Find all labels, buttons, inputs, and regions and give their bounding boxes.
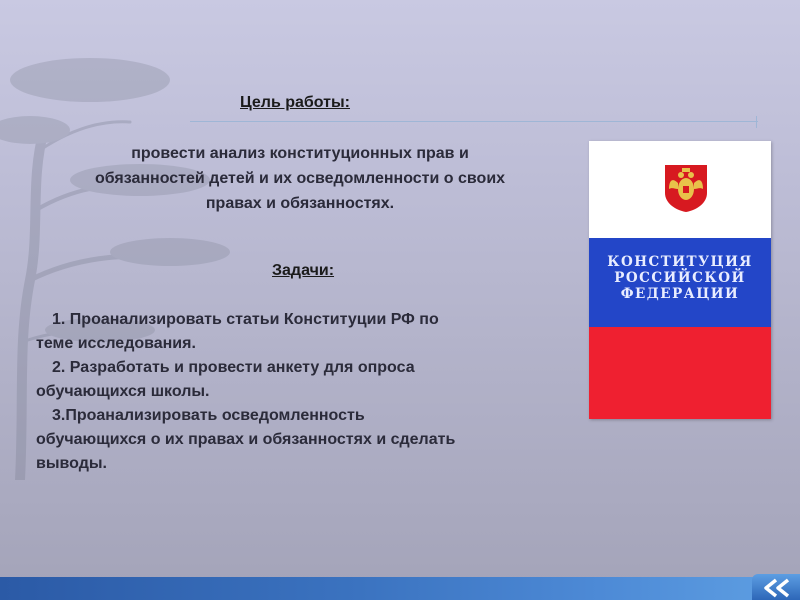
task-item <box>36 404 566 476</box>
task-line: 3.Проанализировать осведомленность <box>52 407 365 424</box>
book-title-line: КОНСТИТУЦИЯ <box>607 254 753 270</box>
task-line: обучающихся школы. <box>36 383 210 400</box>
russian-coat-of-arms-icon <box>663 163 709 213</box>
divider-end-mark <box>756 116 761 128</box>
task-line: теме исследования. <box>36 335 196 352</box>
book-title-line: РОССИЙСКОЙ <box>614 270 746 286</box>
task-line: 2. Разработать и провести анкету для опроса <box>52 359 415 376</box>
footer-bar <box>0 577 800 600</box>
double-chevron-left-icon[interactable] <box>756 578 796 598</box>
constitution-book-image <box>589 141 771 419</box>
goal-text-line: правах и обязанностях. <box>205 195 395 212</box>
goal-text-line: обязанностей детей и их осведомленности о своих <box>94 170 506 187</box>
book-title <box>589 254 771 302</box>
tasks-list <box>36 308 566 476</box>
task-line: выводы. <box>36 455 107 472</box>
tasks-title: Задачи: <box>272 262 335 279</box>
goal-text-line: провести анализ конституционных прав и <box>131 145 469 162</box>
task-line: обучающихся о их правах и обязанностях и сделать <box>36 431 456 448</box>
task-item <box>36 308 566 356</box>
task-line: 1. Проанализировать статьи Конституции РФ по <box>52 311 439 328</box>
book-title-line: ФЕДЕРАЦИИ <box>620 286 740 302</box>
goal-text <box>30 141 570 216</box>
goal-title: Цель работы: <box>240 94 350 111</box>
flag-red-stripe <box>589 327 771 419</box>
heading-divider <box>190 121 758 122</box>
task-item <box>36 356 566 404</box>
